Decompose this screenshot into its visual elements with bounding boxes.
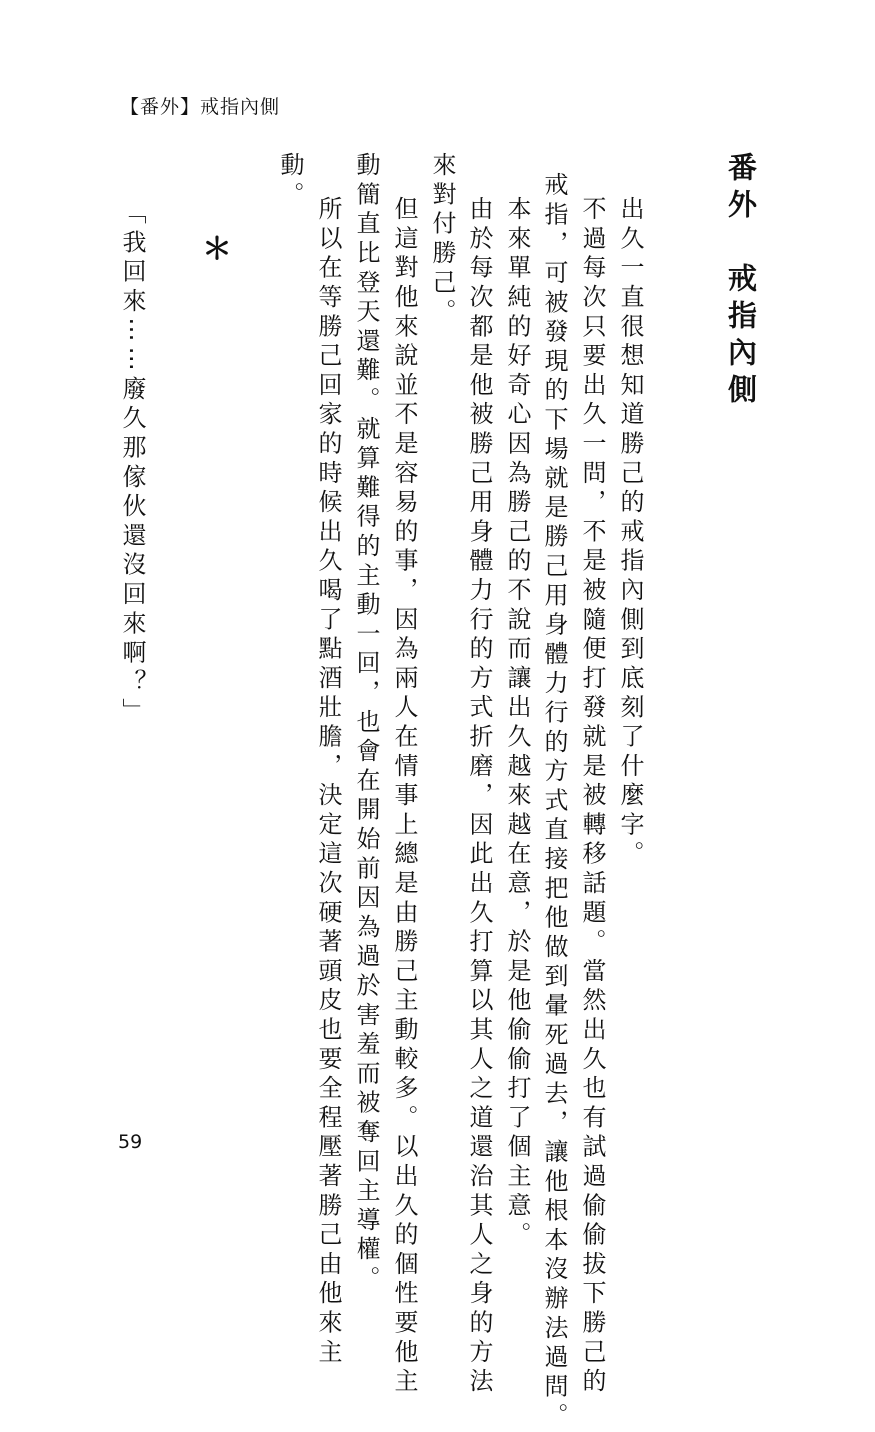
chapter-title: 番外 戒指內側 [724, 152, 758, 411]
running-header: 【番外】戒指內側 [120, 96, 281, 118]
text-column-10: 動。 [276, 152, 304, 211]
text-column-8: 動簡直比登天還難。就算難得的主動一回，也會在開始前因為過於害羞而被奪回主導權。 [352, 152, 380, 1295]
text-column-7: 但這對他來說並不是容易的事，因為兩人在情事上總是由勝己主動較多。以出久的個性要他主 [390, 196, 418, 1398]
text-column-2: 不過每次只要出久一問，不是被隨便打發就是被轉移話題。當然出久也有試過偷偷拔下勝己的 [578, 196, 606, 1398]
scene-break-asterisk: ＊ [202, 232, 232, 267]
text-column-6: 來對付勝己。 [428, 152, 456, 328]
text-column-3: 戒指，可被發現的下場就是勝己用身體力行的方式直接把他做到暈死過去，讓他根本沒辦法過問。 [540, 172, 568, 1432]
text-column-4: 本來單純的好奇心因為勝己的不說而讓出久越來越在意，於是他偷偷打了個主意。 [503, 196, 531, 1251]
text-column-5: 由於每次都是他被勝己用身體力行的方式折磨，因此出久打算以其人之道還治其人之身的方法 [465, 196, 493, 1398]
text-column-9: 所以在等勝己回家的時候出久喝了點酒壯膽，決定這次硬著頭皮也要全程壓著勝己由他來主 [314, 196, 342, 1368]
text-column-1: 出久一直很想知道勝己的戒指內側到底刻了什麼字。 [616, 196, 644, 870]
page-number: 59 [118, 1131, 143, 1153]
text-column-11: 「我回來⋯⋯廢久那傢伙還沒回來啊？」 [118, 200, 146, 728]
